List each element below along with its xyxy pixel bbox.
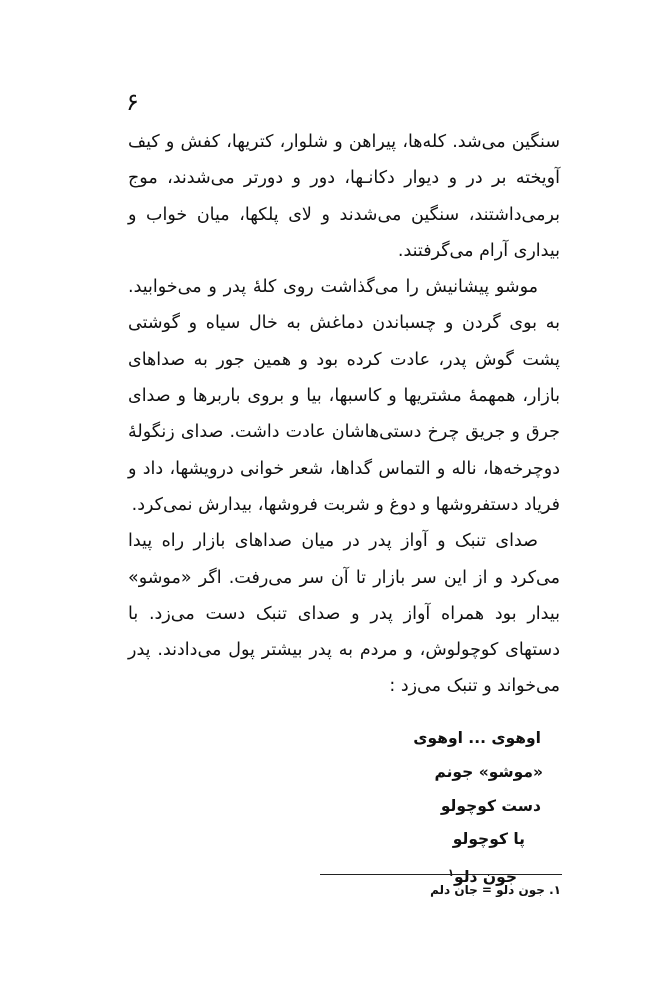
paragraph: صدای تنبک و آواز پدر در میان صداهای بازار راه پیدا می‌کرد و از این سر بازار تا آن سر می‌رفت. اگر «موشو» بیدار بود همراه آواز پدر و صدای تنبک دست می‌زد. با دستهای کوچولوش، و مردم به پدر بیشتر پول می‌دادند. پدر می‌خواند و تنبک می‌زد : <box>128 531 560 697</box>
footnote-divider <box>320 874 562 875</box>
paragraph: موشو پیشانیش را می‌گذاشت روی کلهٔ پدر و می‌خوابید. به بوی گردن و چسباندن دماغش به خال سیاه و گوشتی پشت گوش پدر، عادت کرده بود و همین جور به صداهای بازار، همهمهٔ مشتریها و کاسبها، بیا و بروی باربرها و صدای جرق و جریق چرخ دستی‌هاشان عادت داشت. صدای زنگولهٔ دوچرخه‌ها، ناله و التماس گداها، شعر خوانی درویشها، داد و فریاد دستفروشها و دوغ و شربت فروشها، بیدارش نمی‌کرد. <box>128 277 560 515</box>
poem-line: اوهوی ... اوهوی <box>413 729 541 747</box>
poem-line: «موشو» جونم <box>434 762 543 781</box>
poem <box>413 722 541 895</box>
poem-line-text: جون دلو <box>453 868 517 887</box>
poem-line: دست کوچولو <box>440 796 541 815</box>
poem-line: پا کوچولو <box>452 830 525 849</box>
page-number: ۶ <box>126 88 139 116</box>
body-text <box>128 124 560 705</box>
paragraph: سنگین می‌شد. کله‌ها، پیراهن و شلوار، کتریها، کفش و کیف آویخته بر در و دیوار دکانـها، دور و دورتر می‌شدند، موج برمی‌داشتند، سنگین می‌شدند و لای پلکها، میان خواب و بیداری آرام می‌گرفتند. <box>128 132 560 261</box>
footnote-marker: ۱ <box>447 868 454 880</box>
footnote: ۱. جون دلو = جان دلم <box>430 883 561 897</box>
